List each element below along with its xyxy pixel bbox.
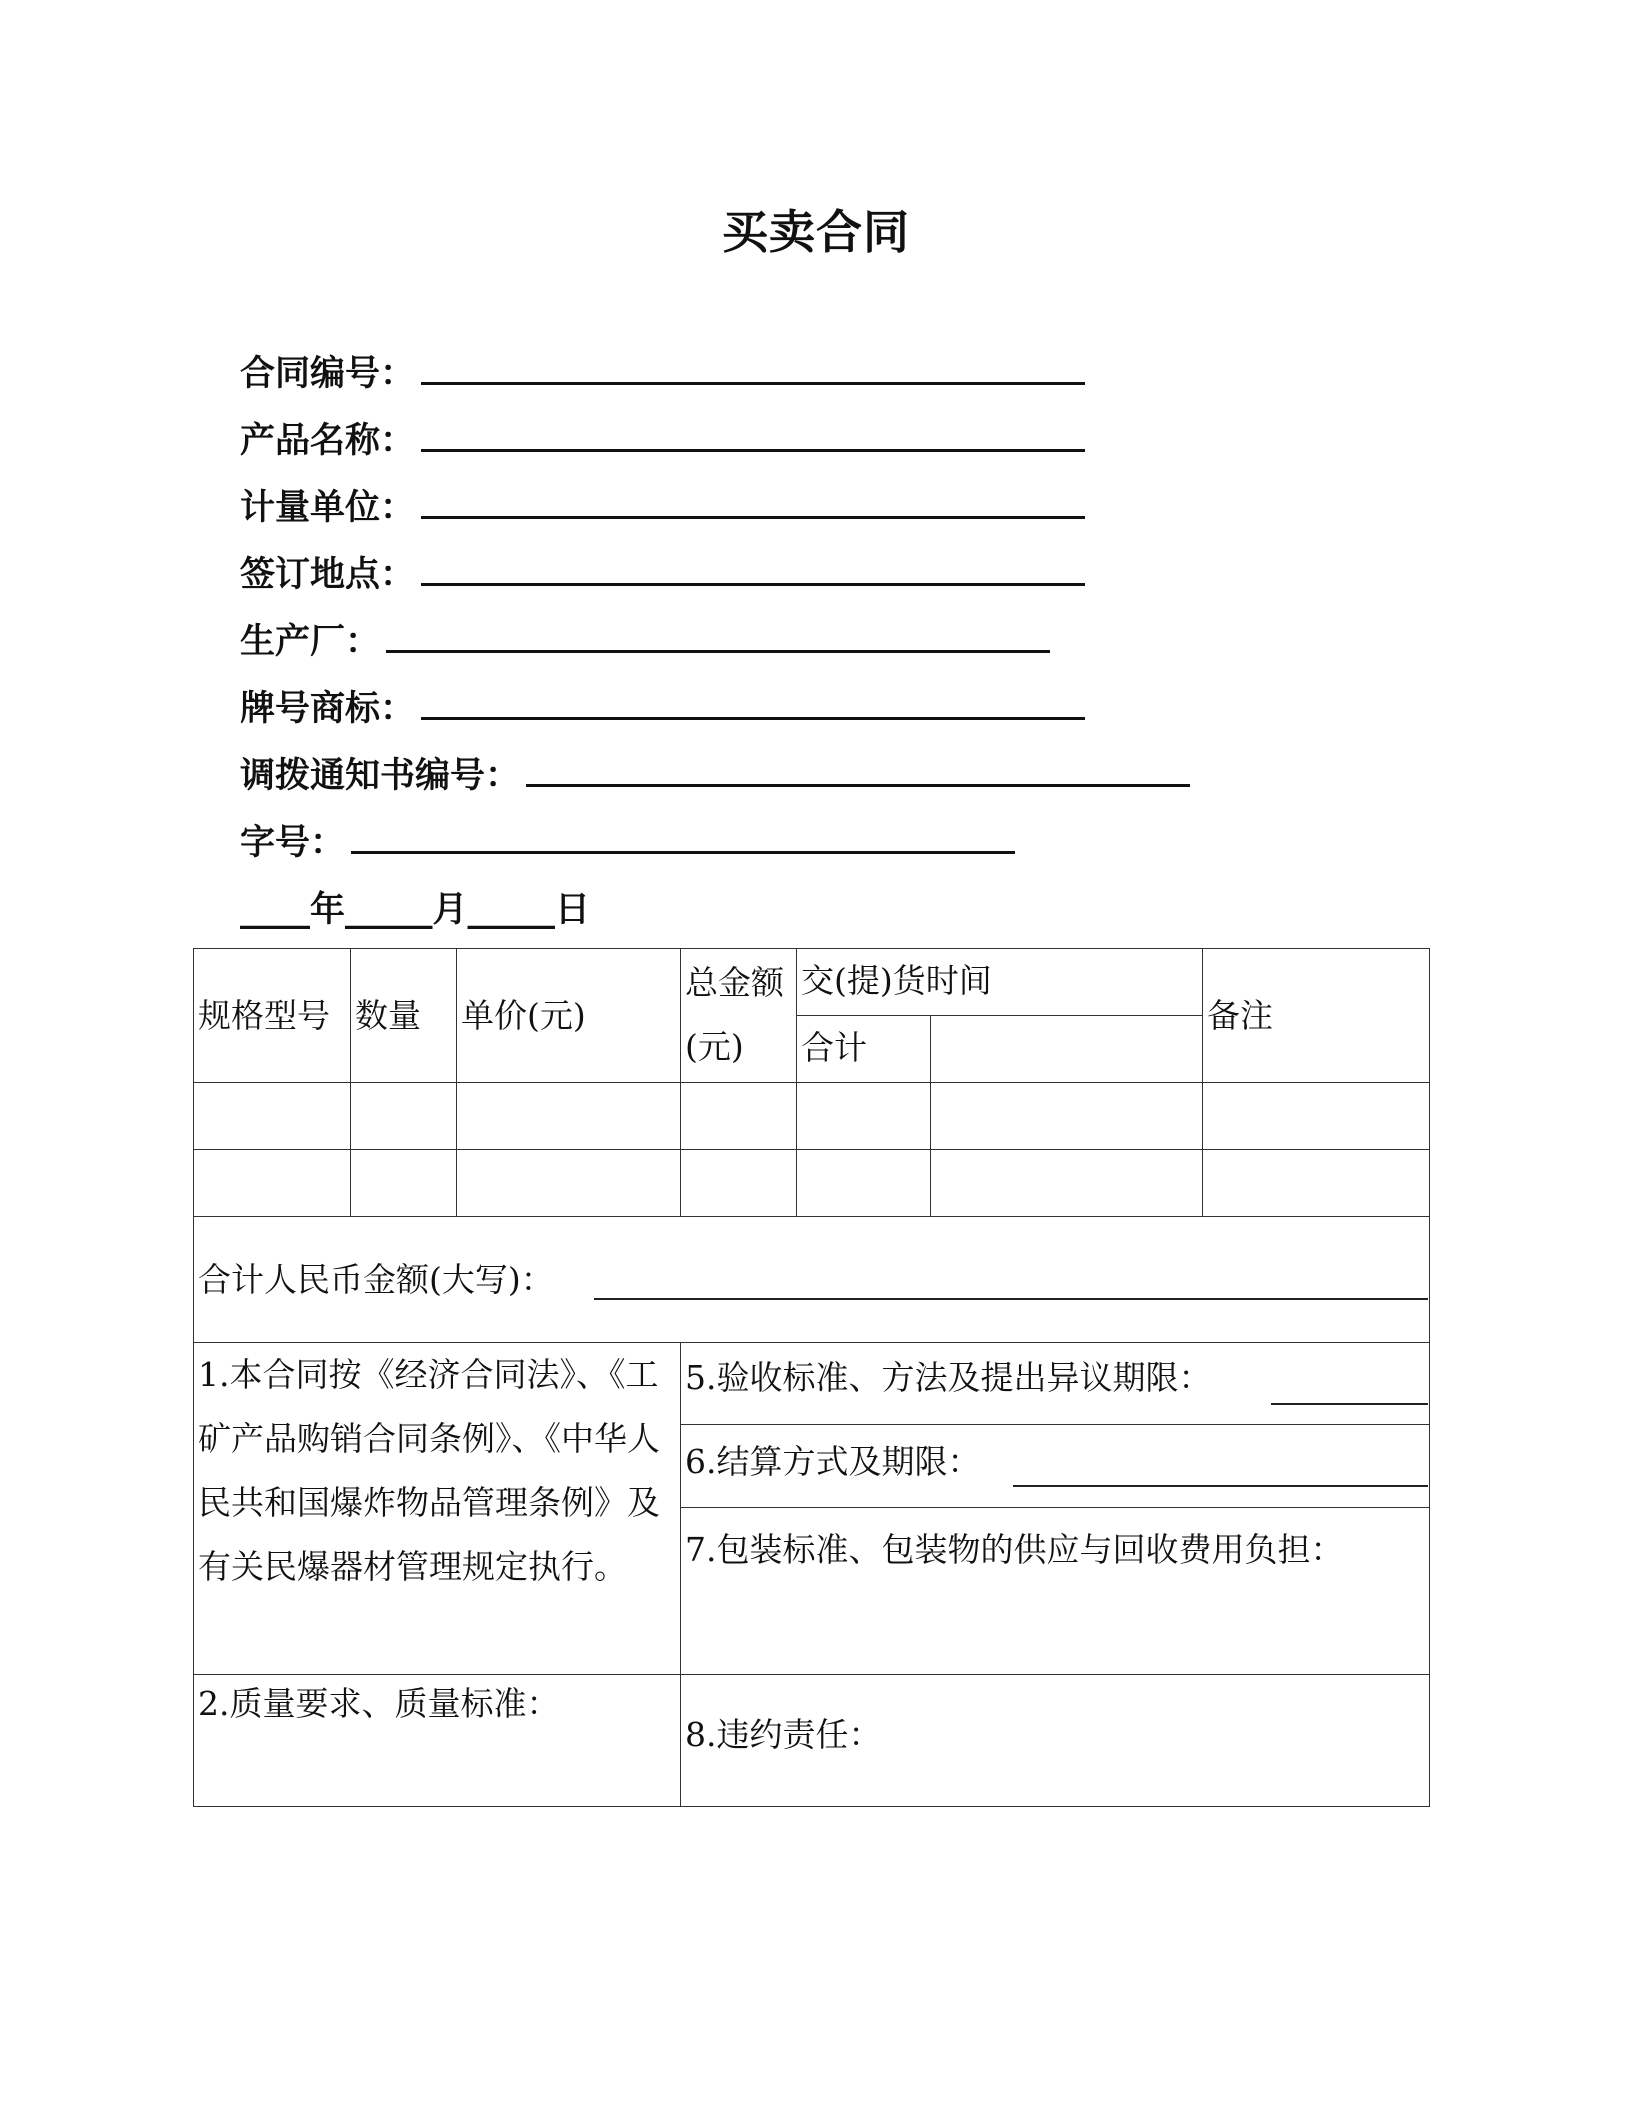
field-label: 计量单位： <box>240 488 416 528</box>
table-cell[interactable] <box>681 1150 797 1217</box>
fill-line[interactable] <box>386 620 1050 653</box>
clause-1: 1.本合同按《经济合同法》、《工矿产品购销合同条例》、《中华人民共和国爆炸物品管理条例》及有关民爆器材管理规定执行。 <box>194 1343 681 1675</box>
table-cell[interactable] <box>351 1150 457 1217</box>
header-unit-price: 单价(元) <box>457 949 681 1083</box>
field-label: 产品名称： <box>240 421 416 461</box>
field-date <box>240 888 590 932</box>
rmb-total-fill-line[interactable] <box>594 1298 1428 1300</box>
table-cell[interactable] <box>797 1083 931 1150</box>
field-label: 字号： <box>240 823 346 863</box>
table-cell[interactable] <box>1203 1150 1430 1217</box>
field-signing-place <box>240 553 1085 597</box>
field-label: 牌号商标： <box>240 689 416 729</box>
clause-6: 6.结算方式及期限： <box>681 1425 1430 1508</box>
clause-2: 2.质量要求、质量标准： <box>194 1675 681 1807</box>
field-product-name <box>240 419 1085 463</box>
clause-5: 5.验收标准、方法及提出异议期限： <box>681 1343 1430 1425</box>
table-cell[interactable] <box>681 1083 797 1150</box>
field-brand-trademark <box>240 687 1085 731</box>
date-day-label: 日 <box>555 890 591 930</box>
rmb-total-row <box>194 1217 1430 1343</box>
fill-line[interactable] <box>421 352 1085 385</box>
table-cell[interactable] <box>1203 1083 1430 1150</box>
table-cell[interactable] <box>351 1083 457 1150</box>
fill-line[interactable] <box>421 419 1085 452</box>
field-serial <box>240 821 1015 865</box>
table-cell[interactable] <box>457 1083 681 1150</box>
table-cell[interactable] <box>797 1150 931 1217</box>
clause-7: 7.包装标准、包装物的供应与回收费用负担： <box>681 1508 1430 1675</box>
rmb-total-label: 合计人民币金额(大写)： <box>198 1260 554 1299</box>
field-unit <box>240 486 1085 530</box>
date-month-blank[interactable]: _____ <box>345 890 433 930</box>
fill-line[interactable] <box>351 821 1015 854</box>
contract-table <box>193 948 1430 1807</box>
table-cell[interactable] <box>931 1083 1203 1150</box>
fill-line[interactable] <box>526 754 1190 787</box>
clause-6-fill-line[interactable] <box>1013 1485 1428 1487</box>
header-subtotal: 合计 <box>797 1016 931 1083</box>
date-year-blank[interactable]: ____ <box>240 890 310 930</box>
date-month-label: 月 <box>432 890 468 930</box>
header-spec: 规格型号 <box>194 949 351 1083</box>
field-contract-number <box>240 352 1085 396</box>
field-manufacturer <box>240 620 1050 664</box>
header-total-amount <box>681 949 797 1083</box>
header-total-line2: (元) <box>685 1027 744 1066</box>
table-cell[interactable] <box>194 1083 351 1150</box>
fill-line[interactable] <box>421 687 1085 720</box>
clause-5-fill-line[interactable] <box>1271 1403 1428 1405</box>
header-remarks: 备注 <box>1203 949 1430 1083</box>
header-total-line1: 总金额 <box>685 963 784 1002</box>
field-allocation-notice-number <box>240 754 1190 798</box>
field-label: 生产厂： <box>240 622 381 662</box>
table-cell[interactable] <box>457 1150 681 1217</box>
date-day-blank[interactable]: _____ <box>467 890 556 930</box>
fill-line[interactable] <box>421 553 1085 586</box>
clause-8: 8.违约责任： <box>681 1675 1430 1807</box>
date-year-label: 年 <box>310 890 346 930</box>
table-cell[interactable] <box>194 1150 351 1217</box>
fill-line[interactable] <box>421 486 1085 519</box>
header-delivery-time: 交(提)货时间 <box>797 949 1203 1016</box>
document-title: 买卖合同 <box>722 205 910 259</box>
field-label: 调拨通知书编号： <box>240 756 521 796</box>
field-label: 签订地点： <box>240 555 416 595</box>
table-cell[interactable] <box>931 1150 1203 1217</box>
header-blank <box>931 1016 1203 1083</box>
field-label: 合同编号： <box>240 354 416 394</box>
header-quantity: 数量 <box>351 949 457 1083</box>
